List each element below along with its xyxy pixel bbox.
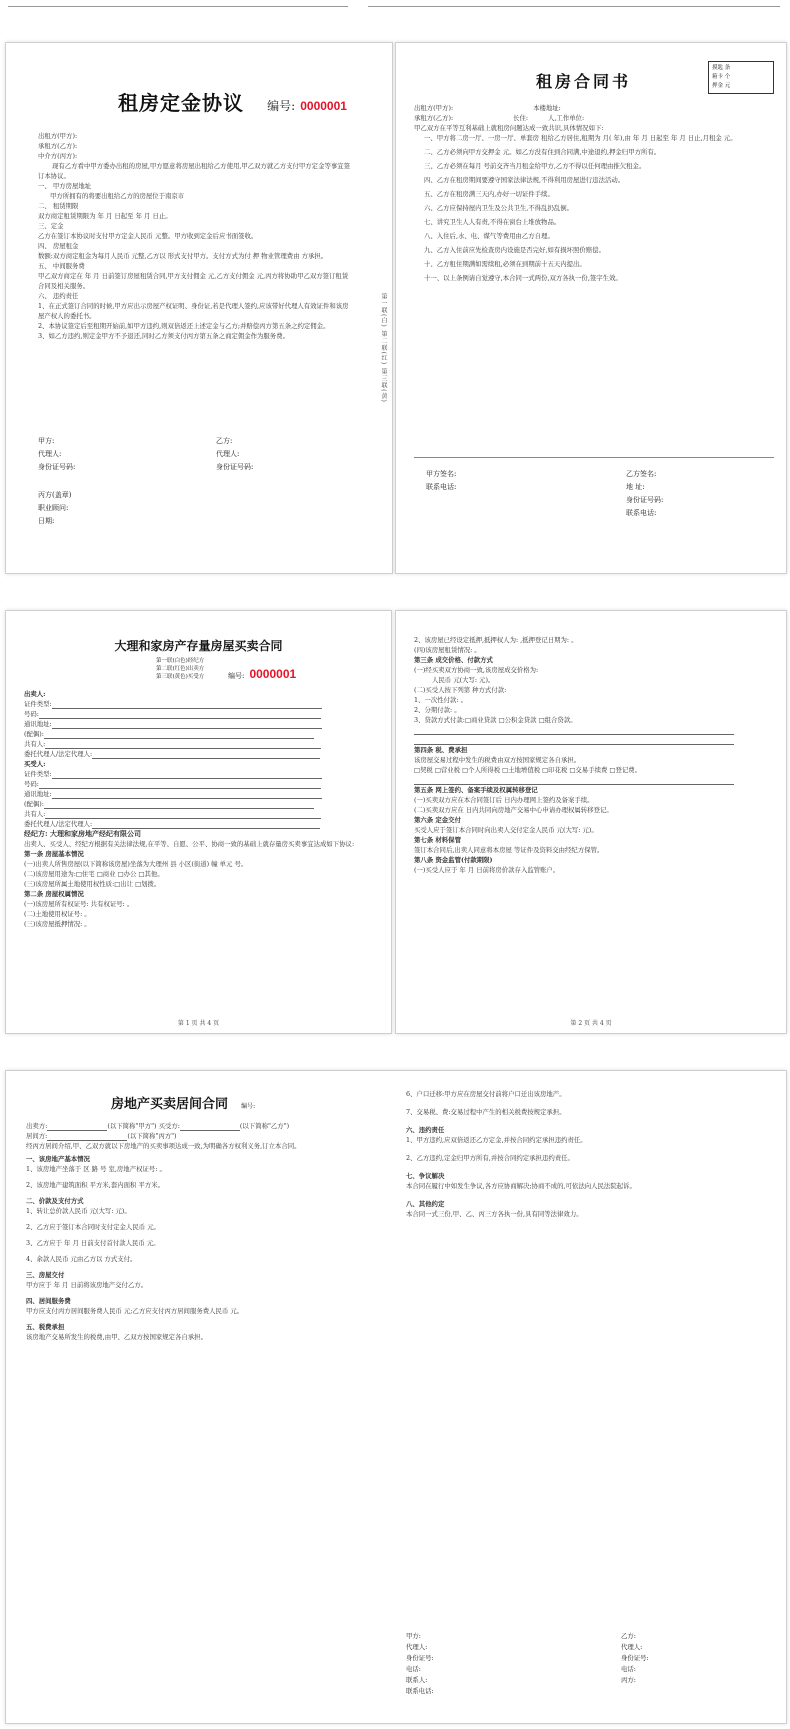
seller-field-blank[interactable]	[52, 701, 322, 709]
party-b: 承租方(乙方):	[38, 142, 78, 150]
seller-label: 出卖人:	[24, 690, 46, 698]
seller-field-blank[interactable]	[44, 731, 314, 739]
art4-heading: 第四条 税、费承担	[414, 746, 468, 754]
living-sign-a-agent: 代理人:	[406, 1643, 428, 1651]
lease-sign-b-phone: 联系电话:	[626, 509, 657, 517]
living-sign-c: 丙方:	[621, 1676, 636, 1684]
art6-heading: 第六条 定金交付	[414, 816, 461, 824]
sign-c-date: 日期:	[38, 517, 55, 525]
living-title: 房地产买卖居间合同	[111, 1097, 229, 1112]
party-a: 出租方(甲方):	[38, 132, 78, 140]
s3-text: 乙方在签订本协议时支付甲方定金人民币 元整。甲方收到定金后应书面签收。	[38, 232, 258, 240]
seller-field	[24, 739, 374, 749]
lease-sign-a-phone: 联系电话:	[426, 483, 457, 491]
living-right-line: 1、甲方违约,应双倍返还乙方定金,并按合同约定承担违约责任。	[406, 1136, 587, 1144]
living-right-line: 七、争议解决	[406, 1172, 445, 1180]
sign-c-consultant: 职业顾问:	[38, 504, 69, 512]
living-sign-b: 乙方:	[621, 1632, 636, 1640]
buyer-field	[24, 799, 374, 809]
lease-clause: 十、乙方租住期满如需续租,必须在到期前十五天内提出。	[424, 260, 586, 268]
brokerage-contract-page	[5, 1070, 787, 1724]
lease-clause: 五、乙方在租房满三天内,办好一切证件手续。	[424, 190, 554, 198]
buyer-field-label: (配偶):	[24, 800, 44, 808]
sign-a-id: 身份证号码:	[38, 463, 76, 471]
living-left-line: 该房地产交易所发生的税费,由甲、乙双方按国家规定各自承担。	[26, 1333, 207, 1341]
buyer-field-label: 号码:	[24, 780, 39, 788]
lease-clause: 十一、以上条例请自觉遵守,本合同一式两份,双方各执一份,签字生效。	[424, 274, 622, 282]
art4-line: 该房屋交易过程中发生的税费由双方按国家规定各自承担。	[414, 756, 581, 764]
art8-heading: 第八条 资金监管(付款期限)	[414, 856, 493, 864]
sale-contract-page-1	[5, 610, 392, 1034]
living-left-line: 1、该房地产坐落于 区 路 号 室,房地产权证号: 。	[26, 1165, 166, 1173]
seller-alias: (以下简称"甲方")	[107, 1122, 157, 1130]
s6-heading: 六、 违约责任	[38, 292, 79, 300]
s1-text: 甲方所拥有的将要出租给乙方的房屋位于南京市	[50, 192, 185, 200]
deposit-no-value: 0000001	[300, 99, 347, 113]
living-right-line: 本合同一式三份,甲、乙、丙三方各执一份,具有同等法律效力。	[406, 1210, 583, 1218]
living-right-line: 2、乙方违约,定金归甲方所有,并按合同约定承担违约责任。	[406, 1154, 574, 1162]
buyer-field-label: 共有人:	[24, 810, 46, 818]
sign-b: 乙方:	[216, 437, 233, 445]
living-left-line: 五、税费承担	[26, 1323, 65, 1331]
s6-item: 3、如乙方违约,则定金甲方不予退还,同时乙方须支付丙方第五条之商定佣金作为服务费。	[38, 332, 289, 340]
sale-contract-page-2	[395, 610, 787, 1034]
art3-line: 人民币 元(大写: 元)。	[432, 676, 495, 684]
deposit-agreement-page	[5, 42, 393, 574]
lease-lessor: 出租方(甲方):	[414, 104, 454, 112]
lease-sign-b-address: 地 址:	[626, 483, 645, 491]
mortgage-line: 2、该房屋已经设定抵押,抵押权人为: ,抵押登记日期为: 。	[414, 636, 578, 644]
living-left-line: 一、该房地产基本情况	[26, 1155, 90, 1163]
s5-heading: 五、 中间服务费	[38, 262, 85, 270]
art2-line: (一)该房屋所有权证号: 共有权证号: 。	[24, 900, 134, 908]
rent-line: (四)该房屋租赁情况: 。	[414, 646, 481, 654]
buyer-alias: (以下简称"乙方")	[239, 1122, 290, 1130]
living-right-line: 八、其他约定	[406, 1200, 445, 1208]
living-sign-a-phone: 电话:	[406, 1665, 421, 1673]
buyer-field-label: 委托代理人/法定代理人:	[24, 820, 93, 828]
seller-field-label: 通讯地址:	[24, 720, 52, 728]
lease-sign-b-id: 身份证号码:	[626, 496, 664, 504]
living-left-line: 甲方应于 年 月 日前将该房地产交付乙方。	[26, 1281, 148, 1289]
sale-page-number-2: 第 2 页 共 4 页	[570, 1020, 612, 1027]
seller-field-blank[interactable]	[92, 751, 320, 759]
seller-field	[24, 709, 374, 719]
s4-text: 数额:双方商定租金为每月人民币 元整,乙方以 形式支付甲方。支付方式为付 押 物业管理费由 方承担。	[38, 252, 328, 260]
s3-heading: 三、定金	[38, 222, 64, 230]
living-intro: 经丙方居间介绍,甲、乙双方就以下房地产的买卖事项达成一致,为明确各方权利义务,订立本合同。	[26, 1142, 301, 1150]
s2-heading: 二、 租赁期限	[38, 202, 79, 210]
art1-line: (一)出卖人所售房屋(以下简称该房屋)坐落为大理州 县 小区(街道) 幢 单元 号。	[24, 860, 248, 868]
seller-field-label: 号码:	[24, 710, 39, 718]
lease-sign-b: 乙方签名:	[626, 470, 657, 478]
buyer-field	[24, 779, 374, 789]
sale-no-value: 0000001	[249, 667, 297, 681]
sale-copy: 第二联(红色)出卖方	[156, 666, 205, 672]
art1-line: (三)该房屋所属土地使用权性质:□出让 □划拨。	[24, 880, 161, 888]
living-left-line: 1、转让总价款人民币 元(大写: 元)。	[26, 1207, 131, 1215]
art4-line: □契税 □营业税 □个人所得税 □土地增值税 □印花税 □交易手续费 □登记费。	[414, 766, 642, 774]
art8-line: (一)买受人应于 年 月 日前将房价款存入监管账户。	[414, 866, 560, 874]
art1-heading: 第一条 房屋基本情况	[24, 850, 84, 858]
sale-copy: 第一联(白色)经纪方	[156, 658, 205, 664]
art2-line: (二)土地使用权证号: 。	[24, 910, 91, 918]
lease-contract-page	[395, 42, 787, 574]
living-no-label: 编号:	[241, 1103, 256, 1110]
art3-line: 3、贷款方式付款:□商业贷款 □公积金贷款 □组合贷款。	[414, 716, 577, 724]
buyer-field-label: 证件类型:	[24, 770, 52, 778]
living-sign-b-id: 身份证号:	[621, 1654, 649, 1662]
buyer-field	[24, 809, 374, 819]
s6-item: 2、本协议签定后至租期开始前,如甲方违约,则双倍返还上述定金与乙方;并赔偿丙方第五条之约定佣金。	[38, 322, 330, 330]
buyer-field	[24, 819, 374, 829]
seller-field-label: 委托代理人/法定代理人:	[24, 750, 93, 758]
art1-line: (二)该房屋用途为:□住宅 □商业 □办公 □其他。	[24, 870, 164, 878]
lease-clause: 四、乙方在租房期间要遵守国家法律法规,不得利用房屋进行违法活动。	[424, 176, 625, 184]
art3-line: 2、分期付款: 。	[414, 706, 461, 714]
lease-clause: 九、乙方入住前应先检查房内设施是否完好,如有损坏照价赔偿。	[424, 246, 605, 254]
lease-sign-a: 甲方签名:	[426, 470, 457, 478]
living-right-line: 六、违约责任	[406, 1126, 445, 1134]
box-cards: 箱卡 个	[712, 74, 731, 80]
art2-heading: 第二条 房屋权属情况	[24, 890, 84, 898]
buyer-field-blank[interactable]	[45, 811, 321, 819]
art5-line: (二)买卖双方应在 日内共同向房地产交易中心申请办理权属转移登记。	[414, 806, 613, 814]
box-keys: 摸匙 条	[712, 65, 731, 71]
broker-party: 居间方:	[26, 1132, 48, 1140]
buyer-label: 买受人:	[24, 760, 46, 768]
lease-workplace: 人,工作单位:	[548, 114, 585, 122]
living-sign-a: 甲方:	[406, 1632, 421, 1640]
buyer-field	[24, 769, 374, 779]
s4-heading: 四、 房屋租金	[38, 242, 79, 250]
seller-field-blank[interactable]	[52, 721, 322, 729]
lease-address: 本楼地址:	[533, 104, 561, 112]
buyer-field	[24, 789, 374, 799]
seller-field	[24, 749, 374, 759]
lease-clause: 一、甲方将二房一厅、一房一厅、单套房 租给乙方居住,租期为 月( 年),由 年 月 日起至 年 月 日止,月租金 元。	[424, 134, 737, 142]
s5-text: 甲乙双方商定在 年 月 日前签订房屋租赁合同,甲方支付佣金 元,乙方支付佣金 元,丙方将协助甲乙双方签订租赁合同及相关服务。	[38, 272, 349, 290]
living-left-line: 三、房屋交付	[26, 1271, 65, 1279]
living-sign-contact-phone: 联系电话:	[406, 1687, 434, 1695]
lease-sign-divider	[414, 457, 774, 458]
lease-clause: 三、乙方必须在每月 号前交齐当月租金给甲方,乙方不得以任何理由推欠租金。	[424, 162, 646, 170]
lease-clause: 八、入住后,水、电、煤气等费用由乙方自理。	[424, 232, 554, 240]
art3-line: (一)经买卖双方协商一致,该房屋成交价格为:	[414, 666, 539, 674]
living-left-line: 四、居间服务费	[26, 1297, 71, 1305]
lease-title: 租房合同书	[536, 72, 632, 91]
box-deposit: 押金 元	[712, 83, 731, 89]
lease-clause: 六、乙方应保持屋内卫生及公共卫生,不得乱扔乱倒。	[424, 204, 574, 212]
seller-field-label: 共有人:	[24, 740, 46, 748]
s1-heading: 一、 甲方房屋地址	[38, 182, 92, 190]
agent-intro: 出卖人、买受人、经纪方根据有关法律法规,在平等、自愿、公平、协商一致的基础上就存量房买卖事宜达成如下协议:	[24, 840, 355, 848]
art7-heading: 第七条 材料保管	[414, 836, 461, 844]
deposit-title: 租房定金协议	[118, 91, 244, 115]
buyer-field-blank[interactable]	[39, 781, 321, 789]
sale-no-label: 编号:	[228, 672, 245, 680]
living-left-line: 4、余款人民币 元由乙方以 方式支付。	[26, 1255, 137, 1263]
buyer-field-blank[interactable]	[52, 791, 322, 799]
living-sign-b-agent: 代理人:	[621, 1643, 643, 1651]
party-c: 中介方(丙方):	[38, 152, 78, 160]
s6-item: 1、在正式签订合同的时候,甲方应出示房屋产权证明、身份证,若是代理人签约,应该带好代理人有效证件和该房屋产权人的委托书。	[38, 302, 349, 320]
art5-line: (一)买卖双方应在本合同签订后 日内办理网上签约及备案手续。	[414, 796, 594, 804]
seller-field	[24, 729, 374, 739]
sale-page-number-1: 第 1 页 共 4 页	[177, 1020, 220, 1027]
lease-intro: 甲乙双方在平等互利基础上就租房问题达成一致共识,具体情况如下:	[414, 124, 604, 132]
living-left-line: 3、乙方应于 年 月 日前支付首付款人民币 元。	[26, 1239, 160, 1247]
living-left-line: 甲方应支付丙方居间服务费人民币 元;乙方应支付丙方居间服务费人民币 元。	[26, 1307, 244, 1315]
copy-side-label: 第一联(白) 第二联(红) 第三联(黄)	[380, 293, 387, 403]
top-rule-left	[8, 6, 348, 7]
living-left-line: 二、价款及支付方式	[26, 1197, 84, 1205]
art3-line: (二)买受人按下列第 种方式付款:	[414, 686, 507, 694]
seller-field-label: (配偶):	[24, 730, 44, 738]
buyer-field-label: 通讯地址:	[24, 790, 52, 798]
lease-clause: 七、讲究卫生人人有责,不得在窗台上堆放物品。	[424, 218, 561, 226]
sign-a-agent: 代理人:	[38, 450, 62, 458]
lease-lessee: 承租方(乙方):	[414, 114, 454, 122]
art5-heading: 第五条 网上签约、备案手续及权属转移登记	[414, 786, 538, 794]
living-sign-contact: 联系人:	[406, 1676, 428, 1684]
seller-field	[24, 719, 374, 729]
seller-field	[24, 699, 374, 709]
sign-a: 甲方:	[38, 437, 55, 445]
sign-b-agent: 代理人:	[216, 450, 240, 458]
living-sign-b-phone: 电话:	[621, 1665, 636, 1673]
art3-line: 1、一次性付款: 。	[414, 696, 467, 704]
living-right-line: 7、交易税、费:交易过程中产生的相关税费按规定承担。	[406, 1108, 566, 1116]
art6-line: 买受人应于签订本合同时向出卖人交付定金人民币 元(大写: 元)。	[414, 826, 598, 834]
buyer-field-blank[interactable]	[52, 771, 322, 779]
seller-field-label: 证件类型:	[24, 700, 52, 708]
buyer-field-blank[interactable]	[92, 821, 320, 829]
deposit-intro: 现有乙方看中甲方委办出租的房屋,甲方愿意将房屋出租给乙方使用,甲乙双方就乙方支付甲方定金等事宜签订本协议。	[38, 162, 351, 180]
sale-copy: 第三联(黄色)买受方	[156, 674, 205, 680]
art3-heading: 第三条 成交价格、付款方式	[414, 656, 493, 664]
art7-line: 签订本合同后,出卖人同意将本房屋 等证件及资料交由经纪方保管。	[414, 846, 604, 854]
living-right-line: 本合同在履行中如发生争议,各方应协商解决;协商不成的,可依法向人民法院起诉。	[406, 1182, 636, 1190]
top-rule-right	[368, 6, 780, 7]
buyer-field-blank[interactable]	[44, 801, 314, 809]
buyer-party: 买受方:	[158, 1122, 180, 1130]
seller-party: 出卖方:	[26, 1122, 48, 1130]
key-box	[708, 61, 774, 94]
sign-c: 丙方(盖章)	[38, 491, 72, 499]
lease-clause: 二、乙方必须向甲方交押金 元。如乙方没有住到合同满,中途退约,押金归甲方所有。	[424, 148, 661, 156]
sale-title: 大理和家房产存量房屋买卖合同	[114, 639, 283, 653]
living-right-line: 6、户口迁移:甲方应在房屋交付前将户口迁出该房地产。	[406, 1090, 566, 1098]
art2-line: (三)该房屋抵押情况: 。	[24, 920, 91, 928]
living-sign-a-id: 身份证号:	[406, 1654, 434, 1662]
agent-line: 经纪方: 大理和家房地产经纪有限公司	[24, 829, 142, 838]
sign-b-id: 身份证号码:	[216, 463, 254, 471]
seller-field-blank[interactable]	[45, 741, 321, 749]
seller-field-blank[interactable]	[39, 711, 321, 719]
living-left-line: 2、乙方应于签订本合同时支付定金人民币 元。	[26, 1223, 160, 1231]
broker-alias: (以下简称"丙方")	[127, 1132, 177, 1140]
lease-resident: 长住:	[513, 114, 529, 122]
deposit-no-label: 编号:	[267, 99, 296, 113]
living-left-line: 2、该房地产建筑面积 平方米,套内面积 平方米。	[26, 1181, 164, 1189]
s2-text: 双方商定租赁期限为 年 月 日起至 年 月 日止。	[38, 212, 172, 220]
